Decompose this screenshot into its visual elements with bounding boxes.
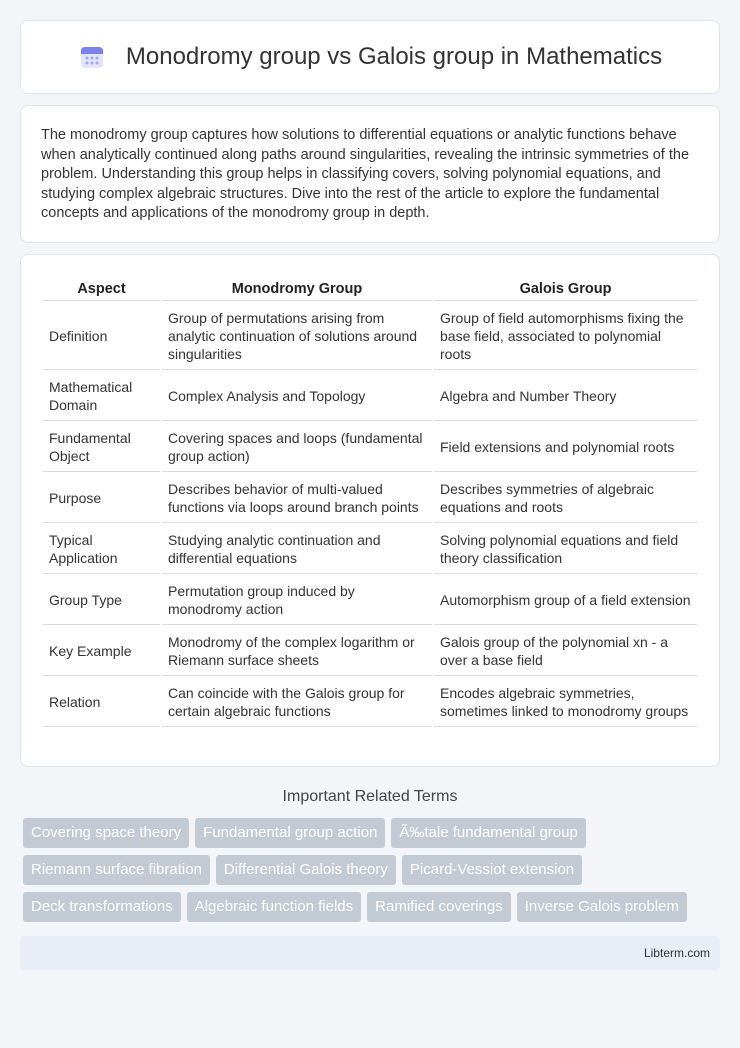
table-row [43,423,697,472]
related-term-tag[interactable]: Inverse Galois problem [517,892,687,922]
table-row [43,678,697,727]
row-aspect: Mathematical Domain [43,372,160,421]
table-row [43,372,697,421]
row-galois: Field extensions and polynomial roots [434,423,697,472]
row-monodromy: Studying analytic continuation and differential equations [162,525,432,574]
row-aspect: Fundamental Object [43,423,160,472]
related-terms-list [20,818,720,922]
related-terms-title: Important Related Terms [282,788,458,805]
table-header-row [43,277,697,301]
row-monodromy: Describes behavior of multi-valued functions via loops around branch points [162,474,432,523]
comparison-card [20,254,720,767]
row-monodromy: Can coincide with the Galois group for certain algebraic functions [162,678,432,727]
intro-card [20,105,720,243]
row-monodromy: Complex Analysis and Topology [162,372,432,421]
footer-brand[interactable]: Libterm.com [643,946,710,960]
row-galois: Galois group of the polynomial xn - a over a base field [434,627,697,676]
related-term-tag[interactable]: Picard-Vessiot extension [402,855,582,885]
page-title: Monodromy group vs Galois group in Mathematics [125,43,663,70]
row-monodromy: Permutation group induced by monodromy action [162,576,432,625]
page-footer [20,936,720,970]
related-term-tag[interactable]: Ã‰tale fundamental group [391,818,585,848]
table-row [43,474,697,523]
row-aspect: Purpose [43,474,160,523]
row-monodromy: Group of permutations arising from analytic continuation of solutions around singularities [162,303,432,370]
related-term-tag[interactable]: Differential Galois theory [216,855,396,885]
related-term-tag[interactable]: Ramified coverings [367,892,511,922]
row-galois: Encodes algebraic symmetries, sometimes linked to monodromy groups [434,678,697,727]
related-term-tag[interactable]: Covering space theory [23,818,189,848]
related-term-tag[interactable]: Fundamental group action [195,818,385,848]
intro-text: The monodromy group captures how solutions to differential equations or analytic functions behave when analytically continued along paths around singularities, revealing the intrinsic symmetries of the problem. Understanding this group helps in classifying covers, solving polynomial equations, and studying complex algebraic structures. Dive into the rest of the article to explore the fundamental concepts and applications of the monodromy group in depth. [41,127,690,221]
related-terms-section [20,778,720,922]
header-monodromy: Monodromy Group [162,277,432,301]
related-term-tag[interactable]: Algebraic function fields [187,892,361,922]
table-row [43,576,697,625]
table-row [43,525,697,574]
row-galois: Automorphism group of a field extension [434,576,697,625]
row-aspect: Relation [43,678,160,727]
header-aspect: Aspect [43,277,160,301]
row-monodromy: Monodromy of the complex logarithm or Riemann surface sheets [162,627,432,676]
row-aspect: Group Type [43,576,160,625]
row-galois: Algebra and Number Theory [434,372,697,421]
comparison-table [41,275,699,729]
table-row [43,627,697,676]
row-monodromy: Covering spaces and loops (fundamental group action) [162,423,432,472]
row-galois: Solving polynomial equations and field theory classification [434,525,697,574]
row-aspect: Typical Application [43,525,160,574]
related-term-tag[interactable]: Riemann surface fibration [23,855,210,885]
header-galois: Galois Group [434,277,697,301]
table-row [43,303,697,370]
row-aspect: Definition [43,303,160,370]
page-header [20,20,720,94]
row-galois: Group of field automorphisms fixing the base field, associated to polynomial roots [434,303,697,370]
row-aspect: Key Example [43,627,160,676]
calendar-icon [78,43,106,71]
row-galois: Describes symmetries of algebraic equations and roots [434,474,697,523]
related-term-tag[interactable]: Deck transformations [23,892,181,922]
